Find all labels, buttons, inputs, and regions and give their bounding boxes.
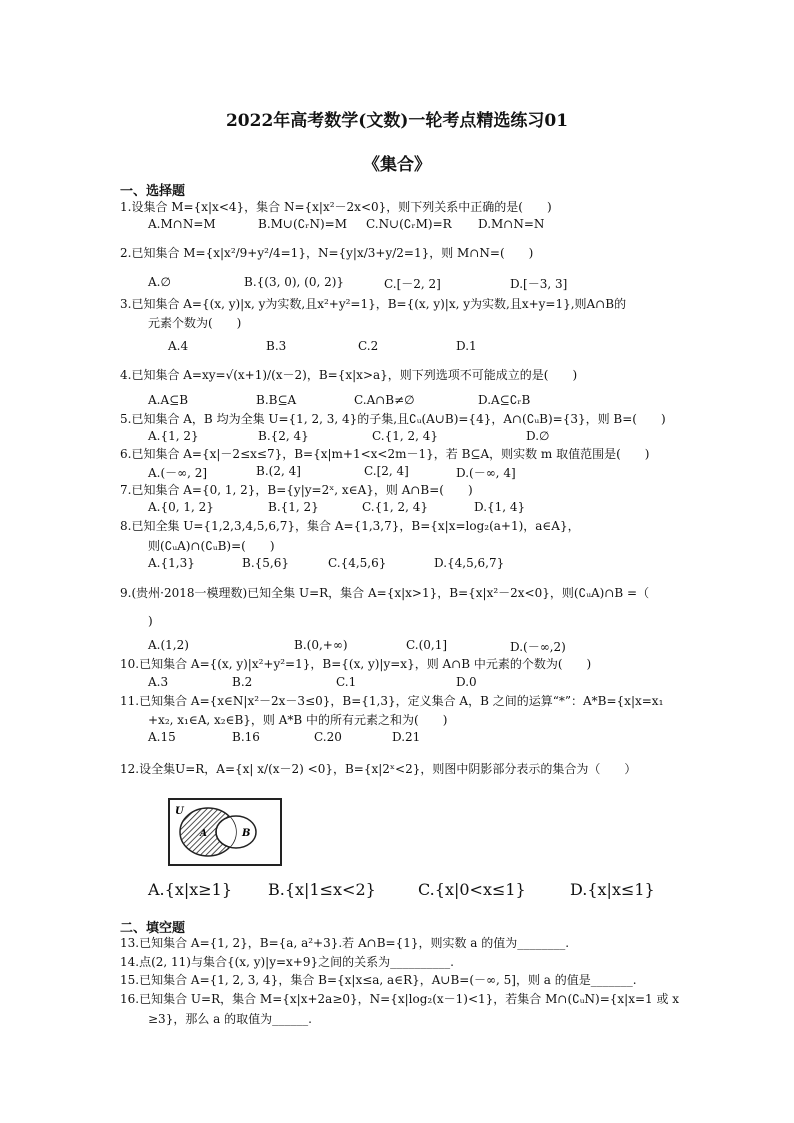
question-12: 12.设全集U=R，A={x| x/(x－2) <0}，B={x|2ˣ<2}，则图中阴影部分表示的集合为（ ）: [120, 762, 637, 776]
q2-opt-b: B.{(3, 0), (0, 2)}: [244, 275, 345, 289]
q1-opt-b: B.M∪(∁ᵣN)=M: [258, 217, 347, 231]
question-4: 4.已知集合 A=xy=√(x+1)/(x－2)，B={x|x>a}，则下列选项不可能成立的是( ): [120, 368, 578, 382]
venn-svg: [170, 800, 280, 864]
q1-opt-d: D.M∩N=N: [478, 217, 545, 231]
q3-opt-b: B.3: [266, 339, 287, 353]
q10-opt-d: D.0: [456, 675, 477, 689]
q5-opt-d: D.∅: [526, 429, 550, 443]
question-7: 7.已知集合 A={0, 1, 2}，B={y|y=2ˣ, x∈A}，则 A∩B=( ): [120, 483, 473, 497]
q9-opt-a: A.(1,2): [148, 638, 189, 652]
q9-opt-b: B.(0,+∞): [294, 638, 348, 652]
question-14: 14.点(2, 11)与集合{(x, y)|y=x+9}之间的关系为__________.: [120, 955, 454, 969]
q3-opt-d: D.1: [456, 339, 477, 353]
page-title: 2022年高考数学(文数)一轮考点精选练习01: [225, 111, 569, 131]
q7-opt-b: B.{1, 2}: [268, 500, 319, 514]
q3-opt-c: C.2: [358, 339, 379, 353]
q7-opt-d: D.{1, 4}: [474, 500, 526, 514]
q10-opt-c: C.1: [336, 675, 357, 689]
venn-diagram: [168, 798, 282, 866]
section-choice: 一、选择题: [120, 184, 186, 199]
question-15: 15.已知集合 A={1, 2, 3, 4}，集合 B={x|x≤a, a∈R}，A∪B=(－∞, 5]，则 a 的值是_______.: [120, 973, 637, 987]
q8-opt-c: C.{4,5,6}: [328, 556, 387, 570]
q12-opt-b: B.{x|1≤x<2}: [268, 880, 376, 899]
q12-opt-a: A.{x|x≥1}: [148, 880, 233, 899]
q10-opt-a: A.3: [148, 675, 169, 689]
q11-opt-c: C.20: [314, 730, 342, 744]
q7-opt-c: C.{1, 2, 4}: [362, 500, 428, 514]
question-11: 11.已知集合 A={x∈N|x²－2x－3≤0}，B={1,3}，定义集合 A，B 之间的运算“*”：A*B={x|x=x₁: [120, 694, 664, 708]
q11-opt-d: D.21: [392, 730, 421, 744]
question-16: 16.已知集合 U=R，集合 M={x|x+2a≥0}，N={x|log₂(x－1)<1}，若集合 M∩(∁ᵤN)={x|x=1 或 x: [120, 992, 680, 1006]
question-13: 13.已知集合 A={1, 2}，B={a, a²+3}.若 A∩B={1}，则实数 a 的值为________.: [120, 936, 570, 950]
q2-opt-c: C.[－2, 2]: [384, 277, 441, 291]
venn-label-b: B: [242, 828, 251, 839]
question-6: 6.已知集合 A={x|－2≤x≤7}，B={x|m+1<x<2m－1}，若 B⊆A，则实数 m 取值范围是( ): [120, 447, 650, 461]
q2-opt-a: A.∅: [148, 275, 171, 289]
q6-opt-d: D.(－∞, 4]: [456, 466, 516, 480]
venn-label-a: A: [200, 829, 207, 839]
question-1: 1.设集合 M={x|x<4}，集合 N={x|x²－2x<0}，则下列关系中正确的是( ): [120, 200, 552, 214]
section-fill-blank: 二、填空题: [120, 921, 186, 936]
q11-opt-b: B.16: [232, 730, 260, 744]
question-9-line2: ): [148, 614, 153, 628]
question-3: 3.已知集合 A={(x, y)|x, y为实数,且x²+y²=1}，B={(x, y)|x, y为实数,且x+y=1},则A∩B的: [120, 297, 627, 311]
q12-opt-c: C.{x|0<x≤1}: [418, 880, 526, 899]
q5-opt-a: A.{1, 2}: [148, 429, 199, 443]
q7-opt-a: A.{0, 1, 2}: [148, 500, 214, 514]
question-10: 10.已知集合 A={(x, y)|x²+y²=1}，B={(x, y)|y=x}，则 A∩B 中元素的个数为( ): [120, 657, 592, 671]
question-5: 5.已知集合 A，B 均为全集 U={1, 2, 3, 4}的子集,且∁ᵤ(A∪B)={4}，A∩(∁ᵤB)={3}，则 B=( ): [120, 412, 666, 426]
q5-opt-c: C.{1, 2, 4}: [372, 429, 438, 443]
q10-opt-b: B.2: [232, 675, 253, 689]
question-11-line2: +x₂, x₁∈A, x₂∈B}，则 A*B 中的所有元素之和为( ): [148, 713, 448, 727]
q5-opt-b: B.{2, 4}: [258, 429, 309, 443]
q8-opt-a: A.{1,3}: [148, 556, 195, 570]
venn-label-u: U: [175, 806, 184, 817]
q1-opt-a: A.M∩N=M: [148, 217, 216, 231]
q11-opt-a: A.15: [148, 730, 176, 744]
q2-opt-d: D.[－3, 3]: [510, 277, 568, 291]
q4-opt-d: D.A⊆∁ᵣB: [478, 393, 531, 407]
q4-opt-b: B.B⊆A: [256, 393, 297, 407]
q3-opt-a: A.4: [168, 339, 189, 353]
q8-opt-d: D.{4,5,6,7}: [434, 556, 505, 570]
q4-opt-a: A.A⊆B: [148, 393, 189, 407]
q6-opt-a: A.(－∞, 2]: [148, 466, 208, 480]
q1-opt-c: C.N∪(∁ᵣM)=R: [366, 217, 452, 231]
q9-opt-c: C.(0,1]: [406, 638, 448, 652]
q8-opt-b: B.{5,6}: [242, 556, 289, 570]
question-9: 9.(贵州·2018一模理数)已知全集 U=R，集合 A={x|x>1}，B={x|x²－2x<0}，则(∁ᵤA)∩B =（: [120, 586, 650, 600]
question-8-line2: 则(∁ᵤA)∩(∁ᵤB)=( ): [148, 539, 275, 553]
question-3-line2: 元素个数为( ): [148, 316, 242, 330]
q12-opt-d: D.{x|x≤1}: [570, 880, 655, 899]
q4-opt-c: C.A∩B≠∅: [354, 393, 415, 407]
page-subtitle: 《集合》: [363, 155, 431, 175]
q9-opt-d: D.(－∞,2): [510, 640, 566, 654]
q6-opt-b: B.(2, 4]: [256, 464, 301, 478]
q6-opt-c: C.[2, 4]: [364, 464, 409, 478]
question-16-line2: ≥3}，那么 a 的取值为______.: [148, 1012, 312, 1026]
question-2: 2.已知集合 M={x|x²/9+y²/4=1}，N={y|x/3+y/2=1}，则 M∩N=( ): [120, 246, 534, 260]
question-8: 8.已知全集 U={1,2,3,4,5,6,7}，集合 A={1,3,7}，B={x|x=log₂(a+1)，a∈A}，: [120, 519, 580, 533]
